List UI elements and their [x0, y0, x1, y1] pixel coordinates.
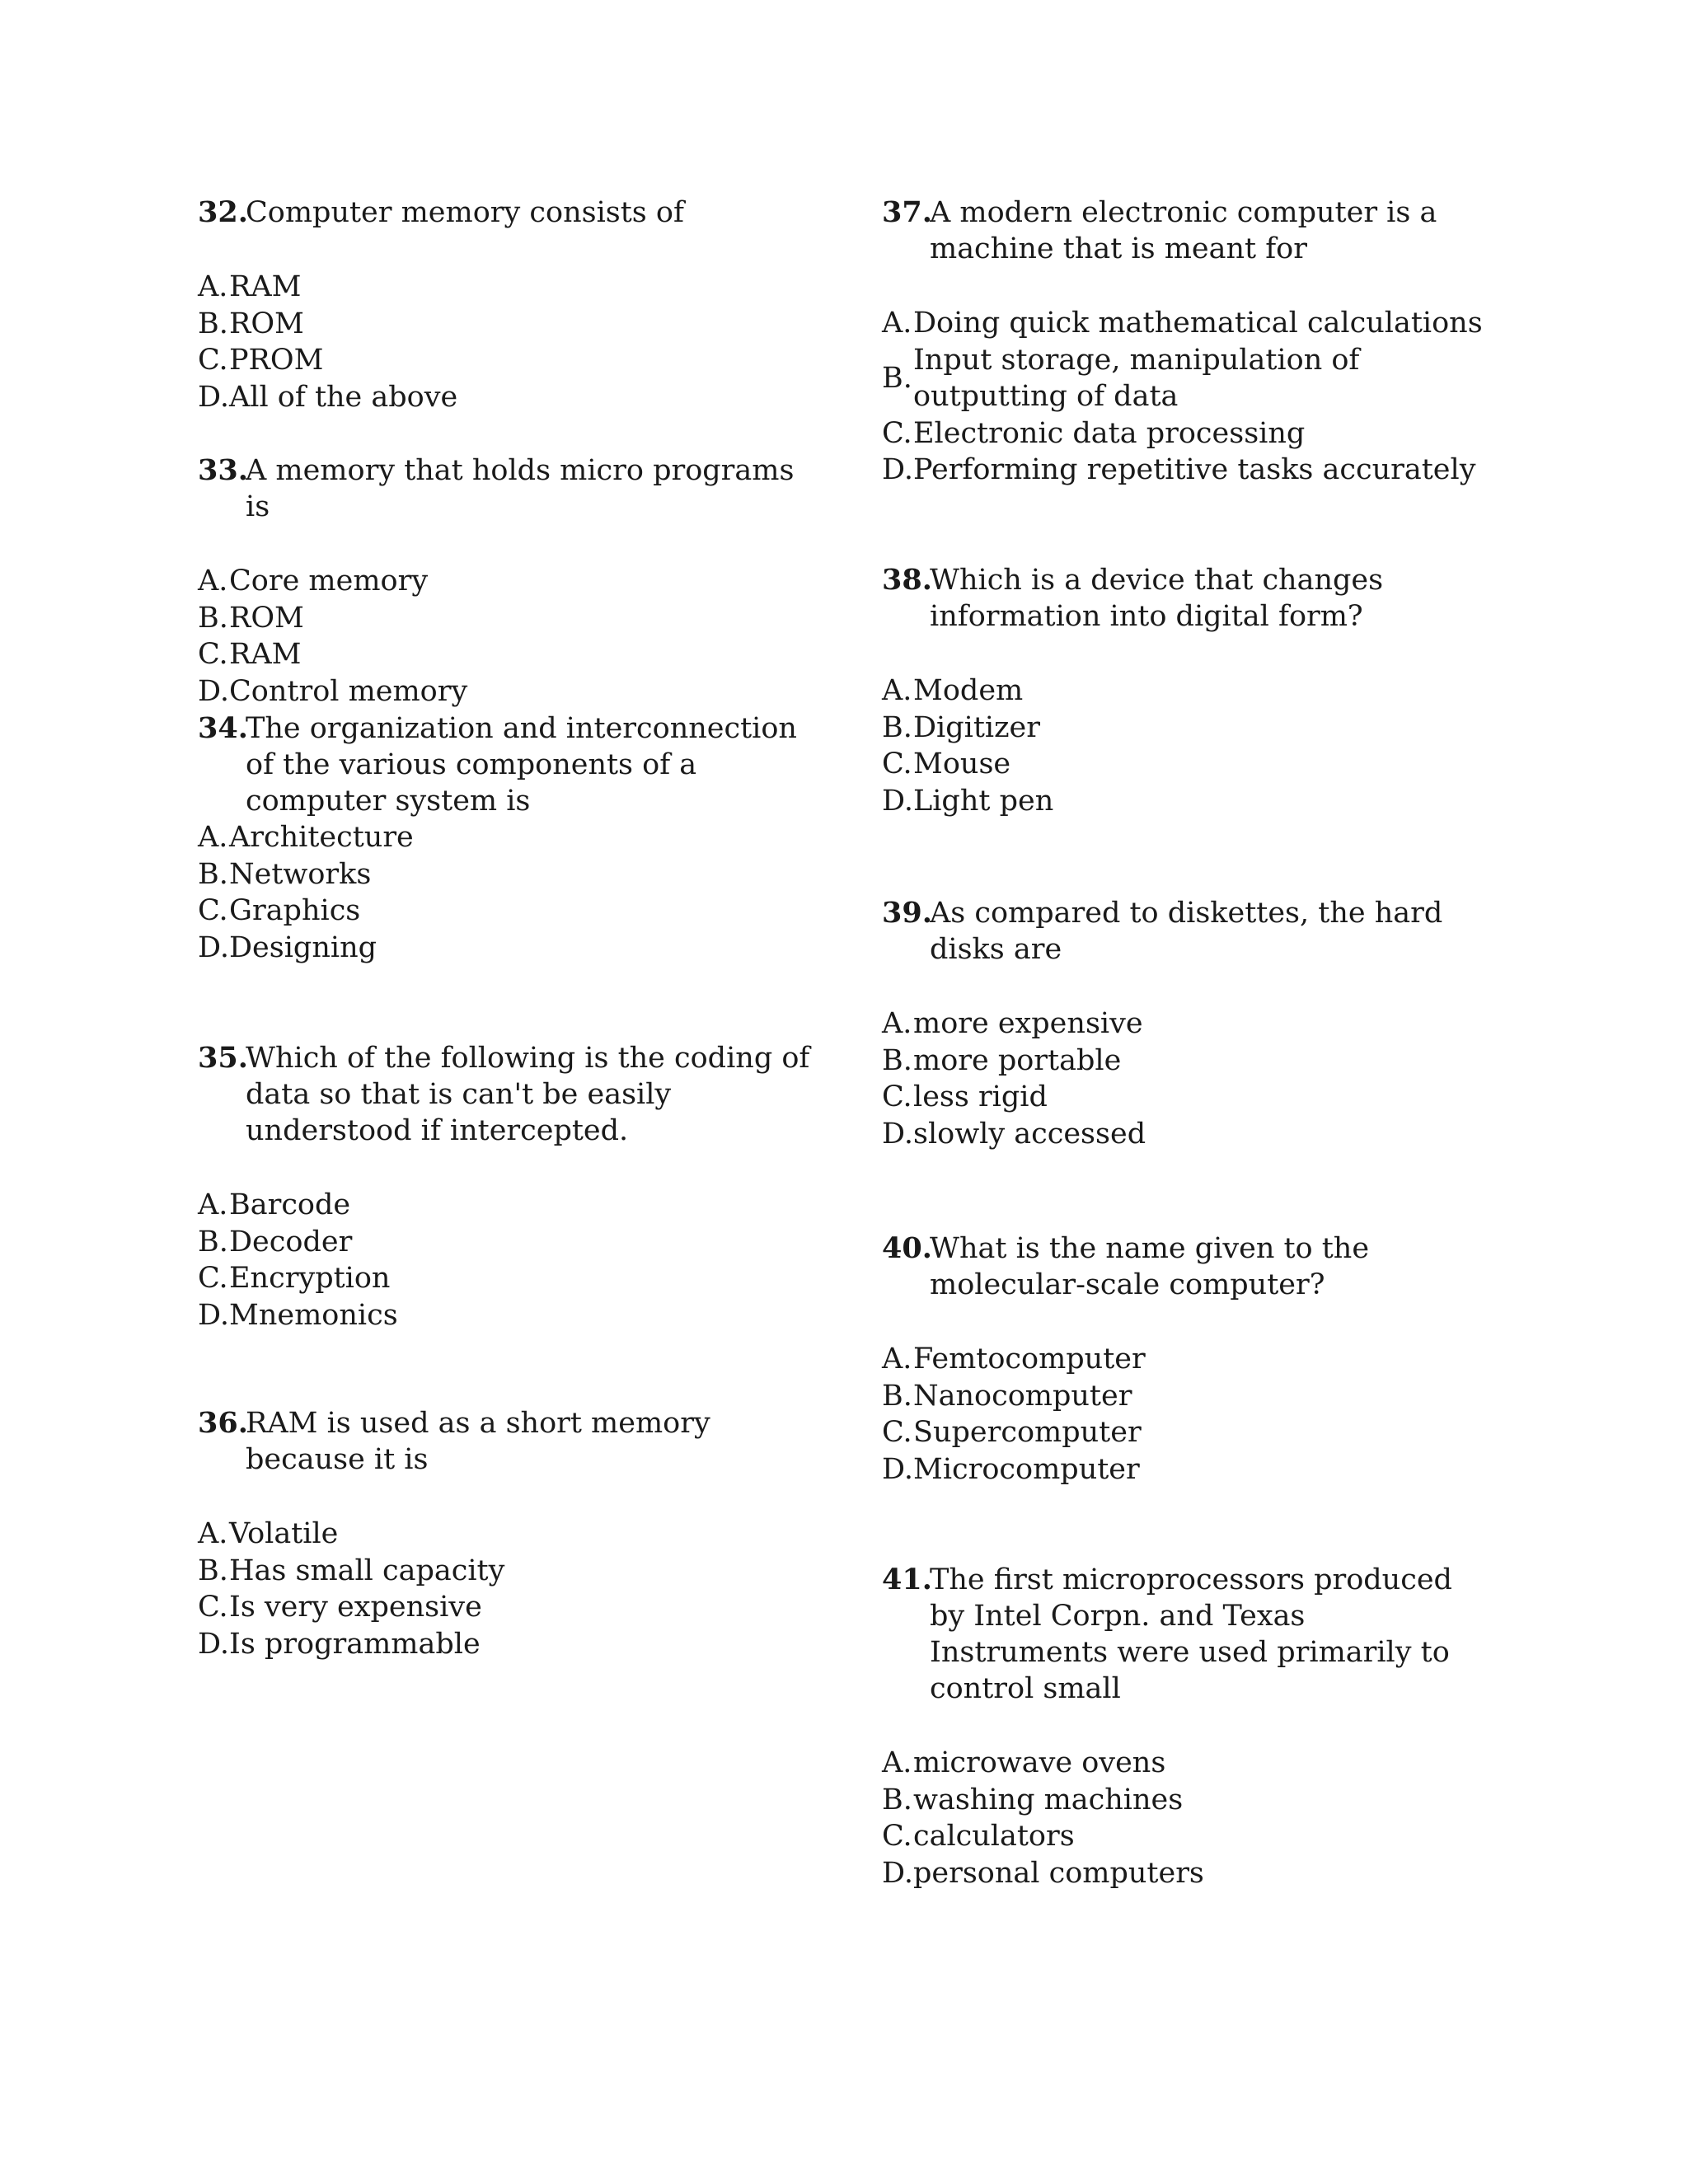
question-text: 37.A modern electronic computer is a machine that is meant for: [882, 195, 1437, 265]
question-33: [198, 452, 824, 710]
option-c[interactable]: C. Mouse: [882, 748, 1011, 780]
option-a[interactable]: A. Barcode: [198, 1188, 351, 1221]
question-36: [198, 1405, 824, 1662]
question-text: 32.Computer memory consists of: [198, 195, 684, 229]
option-c[interactable]: C. PROM: [198, 344, 324, 377]
option-b[interactable]: B. Decoder: [198, 1225, 353, 1258]
option-a[interactable]: A. Volatile: [198, 1517, 339, 1550]
question-37: [882, 194, 1492, 489]
question-39: [882, 895, 1492, 1152]
option-a[interactable]: A. Modem: [882, 674, 1024, 707]
option-c[interactable]: C. Electronic data processing: [882, 416, 1306, 450]
option-d[interactable]: D. Microcomputer: [882, 1452, 1140, 1486]
options-list: [882, 1005, 1492, 1152]
options-list: [882, 673, 1492, 819]
question-text: 36.RAM is used as a short memory because it is: [198, 1406, 710, 1476]
question-41: [882, 1562, 1492, 1891]
option-c[interactable]: C. Graphics: [198, 894, 361, 927]
question-number: 34.: [198, 711, 248, 745]
option-d[interactable]: D. Mnemonics: [198, 1298, 398, 1332]
options-list: [882, 1341, 1492, 1488]
options-list: [198, 269, 824, 415]
option-d[interactable]: D. personal computers: [882, 1856, 1204, 1890]
option-b[interactable]: B. Networks: [198, 857, 372, 891]
question-text: 39.As compared to diskettes, the hard disks are: [882, 896, 1443, 966]
question-number: 38.: [882, 563, 932, 597]
option-b[interactable]: B. Digitizer: [882, 710, 1040, 744]
question-text: 41.The first microprocessors produced by Intel Corpn. and Texas Instruments were used primarily to control small: [882, 1563, 1452, 1705]
option-b[interactable]: B. more portable: [882, 1043, 1122, 1077]
option-c[interactable]: C. calculators: [882, 1820, 1075, 1853]
question-40: [882, 1230, 1492, 1488]
option-d[interactable]: D. slowly accessed: [882, 1117, 1146, 1151]
options-list: [198, 819, 824, 966]
option-a[interactable]: A. Doing quick mathematical calculations: [882, 307, 1483, 340]
option-a[interactable]: A. microwave ovens: [882, 1746, 1166, 1779]
question-number: 40.: [882, 1231, 932, 1265]
option-a[interactable]: A. Core memory: [198, 565, 429, 598]
option-c[interactable]: C. Is very expensive: [198, 1591, 482, 1624]
question-38: [882, 562, 1492, 819]
option-c[interactable]: C. Encryption: [198, 1262, 391, 1295]
option-d[interactable]: D. All of the above: [198, 380, 458, 414]
option-d[interactable]: D. Is programmable: [198, 1627, 481, 1661]
question-34: [198, 710, 824, 966]
options-list: [198, 1187, 824, 1333]
option-b[interactable]: B. washing machines: [882, 1783, 1184, 1816]
option-b[interactable]: B. ROM: [198, 601, 304, 635]
question-32: [198, 194, 824, 415]
question-text: 35.Which of the following is the coding of data so that is can't be easily understood if intercepted.: [198, 1041, 810, 1147]
option-a[interactable]: A. Femtocomputer: [882, 1343, 1146, 1376]
question-text: 40.What is the name given to the molecular-scale computer?: [882, 1231, 1370, 1301]
question-35: [198, 1040, 824, 1333]
option-b[interactable]: B. Has small capacity: [198, 1554, 505, 1587]
option-a[interactable]: A. RAM: [198, 270, 302, 303]
option-c[interactable]: C. less rigid: [882, 1080, 1048, 1113]
option-b[interactable]: B. ROM: [198, 307, 304, 340]
question-number: 36.: [198, 1406, 248, 1440]
options-list: [882, 1745, 1492, 1891]
question-number: 41.: [882, 1563, 932, 1596]
question-number: 39.: [882, 896, 932, 930]
option-b[interactable]: B. Input storage, manipulation of outputting of data: [882, 343, 1360, 413]
option-d[interactable]: D. Performing repetitive tasks accurately: [882, 453, 1476, 486]
question-number: 32.: [198, 195, 248, 229]
option-a[interactable]: A. Architecture: [198, 821, 414, 854]
option-d[interactable]: D. Light pen: [882, 784, 1054, 818]
option-c[interactable]: C. RAM: [198, 638, 302, 671]
options-list: [198, 563, 824, 710]
question-number: 37.: [882, 195, 932, 229]
option-c[interactable]: C. Supercomputer: [882, 1416, 1142, 1449]
question-number: 33.: [198, 453, 248, 487]
options-list: [198, 1516, 824, 1662]
option-b[interactable]: B. Nanocomputer: [882, 1379, 1132, 1413]
options-list: [882, 305, 1492, 489]
option-a[interactable]: A. more expensive: [882, 1007, 1143, 1040]
question-number: 35.: [198, 1041, 248, 1075]
option-d[interactable]: D. Designing: [198, 930, 377, 964]
option-d[interactable]: D. Control memory: [198, 674, 468, 708]
question-text: 34.The organization and interconnection of the various components of a computer system is: [198, 711, 797, 818]
question-text: 38.Which is a device that changes information into digital form?: [882, 563, 1384, 633]
question-text: 33.A memory that holds micro programs is: [198, 453, 795, 523]
